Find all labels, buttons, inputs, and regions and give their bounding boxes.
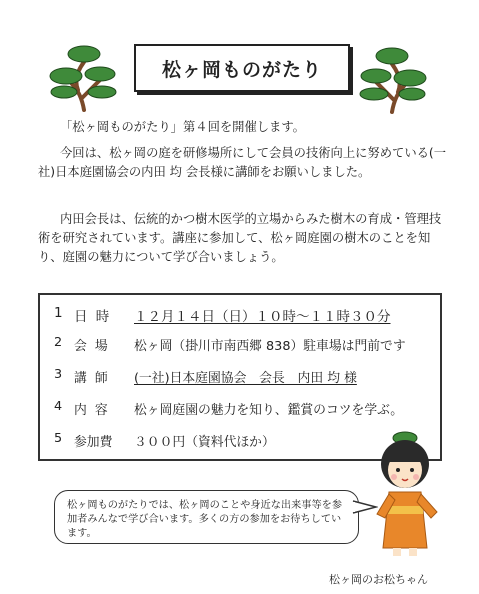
- detail-label: 日 時: [74, 309, 112, 325]
- detail-value-venue: 松ヶ岡（掛川市南西郷 838）駐車場は門前です: [134, 339, 406, 354]
- intro-line: 「松ヶ岡ものがたり」第４回を開催します。: [60, 120, 305, 134]
- detail-row-lecturer: [54, 367, 357, 386]
- detail-label: 内 容: [74, 403, 110, 418]
- detail-label: 参加費: [74, 435, 113, 450]
- detail-label: 会 場: [74, 339, 110, 354]
- intro-paragraph-2: 内田会長は、伝統的かつ樹木医学的立場からみた樹木の育成・管理技術を研究されています。講座に参加して、松ヶ岡庭園の樹木のことを知り、庭園の魅力について学び合いましょう。: [38, 212, 442, 264]
- detail-row-fee: [54, 431, 275, 450]
- intro-paragraph-1: 今回は、松ヶ岡の庭を研修場所にして会員の技術向上に努めている(一社)日本庭園協会の内田 均 会長様に講師をお願いしました。: [38, 146, 447, 179]
- detail-label: 講 師: [74, 371, 110, 386]
- pine-tree-icon: [358, 42, 428, 114]
- detail-row-venue: [54, 335, 406, 354]
- detail-number: 2: [54, 335, 63, 350]
- detail-number: 5: [54, 431, 63, 446]
- page-title: 松ヶ岡ものがたり: [134, 44, 350, 92]
- detail-value-lecturer: (一社)日本庭園協会 会長 内田 均 様: [134, 371, 357, 386]
- mascot-girl-icon: [375, 430, 447, 560]
- detail-value-fee: ３００円（資料代ほか）: [134, 435, 275, 450]
- detail-row-date: [54, 305, 391, 325]
- pine-tree-icon: [48, 40, 118, 112]
- detail-number: 1: [54, 305, 63, 321]
- detail-value-content: 松ヶ岡庭園の魅力を知り、鑑賞のコツを学ぶ。: [134, 403, 403, 418]
- detail-row-content: [54, 399, 403, 418]
- detail-number: 4: [54, 399, 63, 414]
- detail-number: 3: [54, 367, 63, 382]
- speech-bubble: 松ヶ岡ものがたりでは、松ヶ岡のことや身近な出来事等を参加者みんなで学び合います。多くの方の参加をお待ちしています。: [54, 490, 359, 544]
- mascot-caption: 松ヶ岡のお松ちゃん: [329, 573, 428, 586]
- detail-value-date: １２月１４日（日）１０時～１１時３０分: [134, 309, 391, 325]
